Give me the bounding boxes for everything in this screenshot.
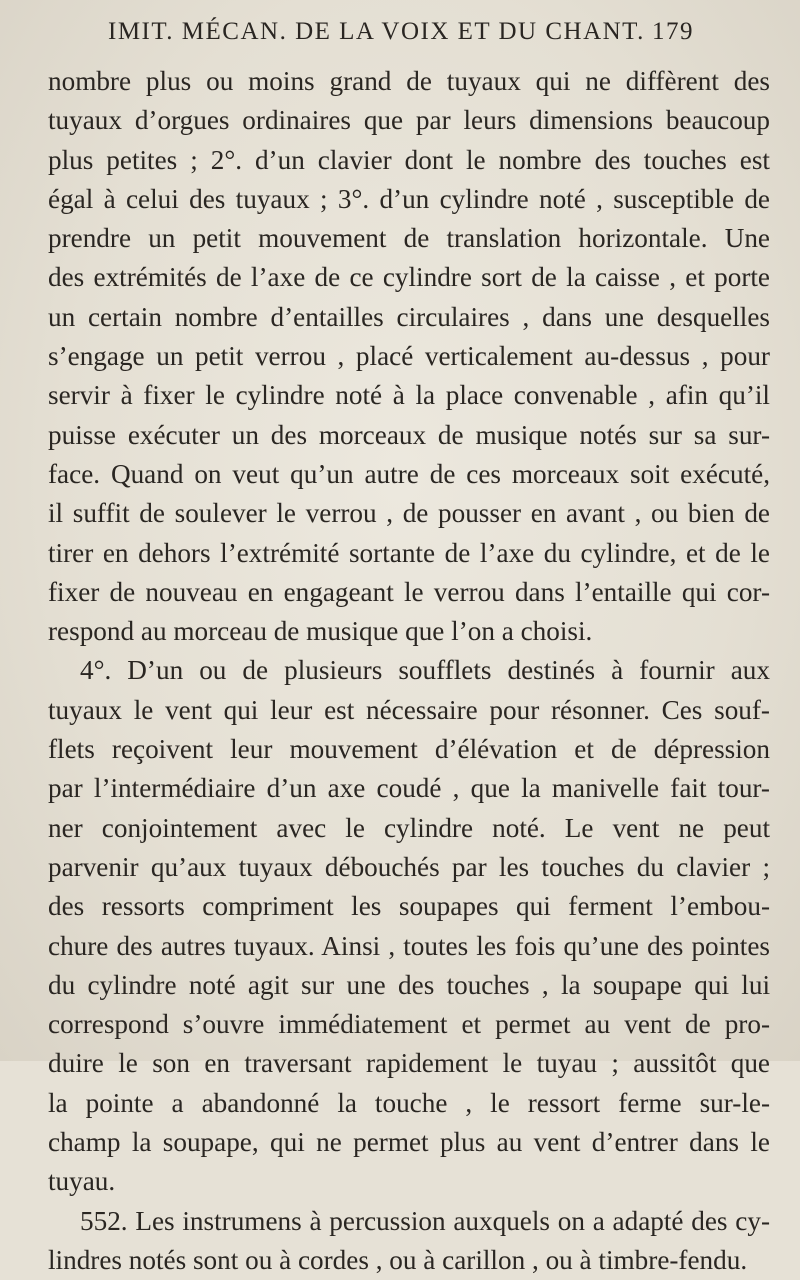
text-line: duire le son en traversant rapidement le tuyau ; aussitôt que bbox=[48, 1048, 770, 1079]
body-text bbox=[48, 62, 770, 1280]
text-line: du cylindre noté agit sur une des touches , la soupape qui lui bbox=[48, 969, 770, 1000]
text-line: prendre un petit mouvement de translation horizontale. Une bbox=[48, 223, 770, 254]
running-head-title: IMIT. MÉCAN. DE LA VOIX ET DU CHANT. bbox=[108, 18, 645, 45]
text-line: chure des autres tuyaux. Ainsi , toutes les fois qu’une des pointes bbox=[48, 930, 770, 961]
running-head bbox=[108, 18, 798, 52]
text-line: face. Quand on veut qu’un autre de ces morceaux soit exécuté, bbox=[48, 458, 770, 489]
text-line: fixer de nouveau en engageant le verrou dans l’entaille qui cor- bbox=[48, 576, 770, 607]
text-line: égal à celui des tuyaux ; 3°. d’un cylindre noté , susceptible de bbox=[48, 183, 770, 214]
text-line: s’engage un petit verrou , placé verticalement au-dessus , pour bbox=[48, 341, 770, 372]
text-line: un certain nombre d’entailles circulaires , dans une desquelles bbox=[48, 301, 770, 332]
text-line: plus petites ; 2°. d’un clavier dont le nombre des touches est bbox=[48, 144, 770, 175]
text-line: des ressorts compriment les soupapes qui ferment l’embou- bbox=[48, 891, 770, 922]
text-line: la pointe a abandonné la touche , le ressort ferme sur-le- bbox=[48, 1087, 770, 1118]
text-line: servir à fixer le cylindre noté à la place convenable , afin qu’il bbox=[48, 380, 770, 411]
paragraph-start-line: 552. Les instrumens à percussion auxquels on a adapté des cy- bbox=[80, 1205, 770, 1236]
text-line: respond au morceau de musique que l’on a choisi. bbox=[48, 616, 593, 647]
text-line: puisse exécuter un des morceaux de musique notés sur sa sur- bbox=[48, 419, 770, 450]
text-line: lindres notés sont ou à cordes , ou à carillon , ou à timbre-fendu. bbox=[48, 1244, 748, 1275]
text-line: flets reçoivent leur mouvement d’élévation et de dépression bbox=[48, 734, 770, 765]
text-line: il suffit de soulever le verrou , de pousser en avant , ou bien de bbox=[48, 498, 770, 529]
paragraph-start-line: 4°. D’un ou de plusieurs soufflets destinés à fournir aux bbox=[80, 655, 770, 686]
text-line: tirer en dehors l’extrémité sortante de l’axe du cylindre, et de le bbox=[48, 537, 770, 568]
text-line: par l’intermédiaire d’un axe coudé , que la manivelle fait tour- bbox=[48, 773, 770, 804]
text-line: champ la soupape, qui ne permet plus au vent d’entrer dans le bbox=[48, 1127, 770, 1158]
text-line: correspond s’ouvre immédiatement et permet au vent de pro- bbox=[48, 1009, 770, 1040]
text-line: des extrémités de l’axe de ce cylindre sort de la caisse , et porte bbox=[48, 262, 770, 293]
text-line: tuyaux le vent qui leur est nécessaire pour résonner. Ces souf- bbox=[48, 694, 770, 725]
text-line: tuyaux d’orgues ordinaires que par leurs dimensions beaucoup bbox=[48, 105, 770, 136]
text-line: nombre plus ou moins grand de tuyaux qui ne diffèrent des bbox=[48, 66, 770, 96]
text-line: parvenir qu’aux tuyaux débouchés par les touches du clavier ; bbox=[48, 851, 770, 882]
page-number: 179 bbox=[652, 18, 694, 45]
text-line: tuyau. bbox=[48, 1166, 116, 1197]
text-line: ner conjointement avec le cylindre noté. Le vent ne peut bbox=[48, 812, 770, 843]
